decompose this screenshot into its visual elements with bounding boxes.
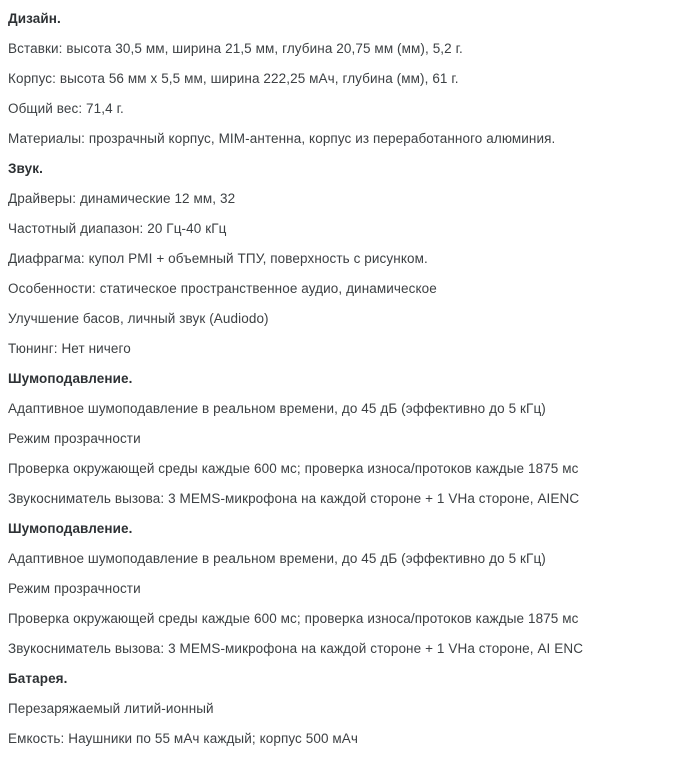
section-heading: Шумоподавление. (8, 521, 133, 536)
section-heading: Батарея. (8, 671, 68, 686)
spec-line: Общий вес: 71,4 г. (8, 101, 124, 116)
spec-line: Проверка окружающей среды каждые 600 мс; проверка износа/протоков каждые 1875 мс (8, 611, 579, 626)
spec-line: Тюнинг: Нет ничего (8, 341, 131, 356)
spec-line: Звукосниматель вызова: 3 MEMS-микрофона на каждой стороне + 1 VHа стороне, AIENC (8, 491, 580, 506)
section-heading: Звук. (8, 161, 43, 176)
spec-line: Звукосниматель вызова: 3 MEMS-микрофона на каждой стороне + 1 VHа стороне, AI ENC (8, 641, 584, 656)
spec-line: Особенности: статическое пространственное аудио, динамическое (8, 281, 437, 296)
spec-line: Перезаряжаемый литий-ионный (8, 701, 214, 716)
spec-line: Режим прозрачности (8, 581, 141, 596)
spec-line: Корпус: высота 56 мм x 5,5 мм, ширина 222,25 мАч, глубина (мм), 61 г. (8, 71, 459, 86)
spec-line: Частотный диапазон: 20 Гц-40 кГц (8, 221, 227, 236)
spec-line: Драйверы: динамические 12 мм, 32 (8, 191, 236, 206)
spec-line: Вставки: высота 30,5 мм, ширина 21,5 мм, глубина 20,75 мм (мм), 5,2 г. (8, 41, 463, 56)
spec-line: Адаптивное шумоподавление в реальном времени, до 45 дБ (эффективно до 5 кГц) (8, 551, 546, 566)
section-heading: Шумоподавление. (8, 371, 133, 386)
spec-line: Емкость: Наушники по 55 мАч каждый; корпус 500 мАч (8, 731, 359, 746)
spec-line: Материалы: прозрачный корпус, MIM-антенна, корпус из переработанного алюминия. (8, 131, 556, 146)
spec-line: Адаптивное шумоподавление в реальном времени, до 45 дБ (эффективно до 5 кГц) (8, 401, 546, 416)
spec-line: Режим прозрачности (8, 431, 141, 446)
spec-line: Улучшение басов, личный звук (Audiodo) (8, 311, 269, 326)
spec-line: Диафрагма: купол PMI + объемный ТПУ, поверхность с рисунком. (8, 251, 428, 266)
spec-line: Проверка окружающей среды каждые 600 мс; проверка износа/протоков каждые 1875 мс (8, 461, 579, 476)
section-heading: Дизайн. (8, 11, 61, 26)
